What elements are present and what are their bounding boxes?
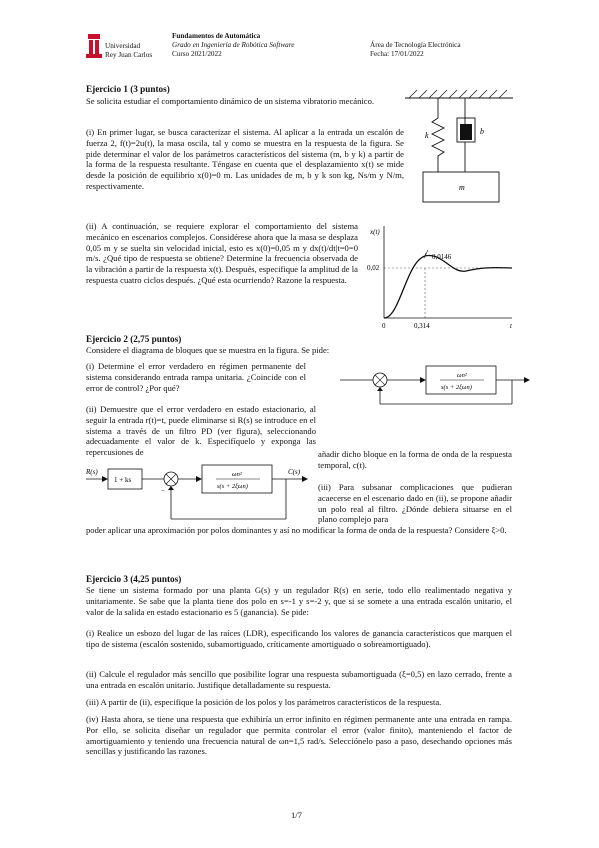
plant-numerator: ωn² xyxy=(457,372,467,379)
block-diagram-pd-filter xyxy=(86,465,316,527)
ex1-part-i: (i) En primer lugar, se busca caracterizar el sistema. Al aplicar a la entrada un escalón de fuerza 2, f(t)=2u(t), la masa oscila, tal y como se muestra en la respuesta de la figura. Se pide determinar el valor de los parámetros característicos del sistema (m, b y k) a partir de la forma de la respuesta resultante. Téngase en cuenta que el desplazamiento x(t) se mide desde la posición de equilibrio x(0)=0 m. Las unidades de m, b y k son kg, Ns/m y N/m, respectivamente. xyxy=(86,127,404,191)
spring-label: k xyxy=(425,131,429,140)
page-number: 1/7 xyxy=(291,810,302,820)
exam-date: Fecha: 17/01/2022 xyxy=(370,50,424,58)
ex2-part-ii-b: añadir dicho bloque en la forma de onda de la respuesta temporal, c(t). xyxy=(318,449,512,470)
ex2-intro: Considere el diagrama de bloques que se muestra en la figura. Se pide: xyxy=(86,345,330,355)
ex3-title: Ejercicio 3 (4,25 puntos) xyxy=(86,574,182,584)
minus-sign: − xyxy=(161,487,165,495)
course-info xyxy=(172,32,295,59)
university-line2: Rey Juan Carlos xyxy=(105,51,153,59)
ex3-intro: Se tiene un sistema formado por una planta G(s) y un regulador R(s) en serie, todo ello realimentado negativa y unitariamente. Se sabe que la planta tiene dos polo en s=-1 y s=-2 y, que si se somete a una entrada escalón unitario, el valor de la salida en estado estacionario es 5 (ganancia). Se pide: xyxy=(86,585,512,617)
ex2-part-ii-a: (ii) Demuestre que el error verdadero en estado estacionario, al seguir la entrada r(t)=t, puede eliminarse si R(s) se introduce en el sistema a través de un filtro PD (ver figura), seleccionando adecuadamente el valor de k. Especifíquelo y exponga las repercusiones de xyxy=(86,404,316,458)
mass-label: m xyxy=(459,183,465,192)
degree: Grado en Ingeniería de Robótica Software xyxy=(172,41,295,49)
ex3-part-ii: (ii) Calcule el regulador más sencillo que posibilite lograr una respuesta subamortiguada (ξ=0,5) en lazo cerrado, frente a una entrada en escalón unitario. Justifique detalladamente su respuesta. xyxy=(86,669,512,690)
plant-denominator-2: s(s + 2ξωn) xyxy=(217,483,248,490)
pd-filter-label: 1 + ks xyxy=(114,476,132,484)
plot-peak-label: 0,0146 xyxy=(432,253,452,261)
department-info xyxy=(370,41,461,59)
ex2-part-i: (i) Determine el error verdadero en régimen permanente del sistema considerando entrada rampa unitaria. ¿Coincide con el error de control? ¿Por qué? xyxy=(86,361,306,393)
ex2-title: Ejercicio 2 (2,75 puntos) xyxy=(86,334,182,344)
academic-year: Curso 2021/2022 xyxy=(172,50,222,58)
university-name xyxy=(105,42,152,60)
plot-ylabel: x(t) xyxy=(370,228,380,236)
ex1-intro: Se solicita estudiar el comportamiento dinámico de un sistema vibratorio mecánico. xyxy=(86,96,375,106)
plant-numerator-2: ωn² xyxy=(232,471,242,478)
ex3-part-i: (i) Realice un esbozo del lugar de las raíces (LDR), especificando los valores de ganancia característicos que marquen el tipo de sistema (escalón sostenido, subamortiguado, críticamente amortiguado o sobreamortiguado). xyxy=(86,628,512,649)
area: Área de Tecnología Electrónica xyxy=(370,41,461,49)
block-diagram-unity-feedback xyxy=(340,364,530,410)
ex3-part-iv: (iv) Hasta ahora, se tiene una respuesta que exhibiría un error infinito en régimen permanente ante una entrada en rampa. Por ello, se solicita diseñar un regulador que permita controlar el error (valor finito), manteniendo el factor de amortiguamiento y teniendo una frecuencia natural de ωn=1,5 rad/s. Selecciónelo paso a paso, desechando opciones más sencillas y justificando las razones. xyxy=(86,714,512,757)
ex1-part-ii: (ii) A continuación, se requiere explorar el comportamiento del sistema mecánico en escenarios complejos. Considérese ahora que la masa se desplaza 0,05 m y se suelta sin velocidad inicial, esto es x(0)=0,05 m y dx(t)/dt|t=0=0 m/s. ¿Qué tipo de respuesta se obtiene? Determine la frecuencia observada de la vibración a partir de la respuesta x(t). Después, especifique la amplitud de la respuesta cuatro ciclos después. ¿Qué esta ocurriendo? Razone la respuesta. xyxy=(86,221,358,285)
plot-y-tick: 0,02 xyxy=(367,264,380,272)
ex3-part-iii: (iii) A partir de (ii), especifique la posición de los polos y los parámetros característicos de la respuesta. xyxy=(86,697,442,707)
plot-x-origin: 0 xyxy=(382,322,386,330)
plot-x-tick: 0,314 xyxy=(414,322,430,330)
university-logo xyxy=(86,34,102,58)
plot-xlabel: t xyxy=(510,322,512,330)
ex1-title: Ejercicio 1 (3 puntos) xyxy=(86,84,170,94)
spring xyxy=(432,98,444,172)
university-line1: Universidad xyxy=(105,42,141,50)
ex2-part-iii-b: poder aplicar una aproximación por polos dominantes y así no modificar la forma de onda de la respuesta? Considere ξ>0. xyxy=(86,525,507,535)
response-curve xyxy=(384,256,512,318)
mass-spring-damper-figure xyxy=(405,88,515,206)
ex2-part-iii-a: (iii) Para subsanar complicaciones que pudieran acaecerse en el escenario dado en (ii), se propone añadir un polo real al filtro. ¿Dónde debiera situarse en el plano complejo para xyxy=(318,482,512,525)
damper xyxy=(460,124,472,140)
step-response-plot xyxy=(362,222,518,334)
input-label: R(s) xyxy=(86,468,98,476)
plant-denominator: s(s + 2ξωn) xyxy=(441,384,472,391)
damper-label: b xyxy=(480,127,484,136)
course-title: Fundamentos de Automática xyxy=(172,32,261,40)
output-label: C(s) xyxy=(288,468,301,476)
